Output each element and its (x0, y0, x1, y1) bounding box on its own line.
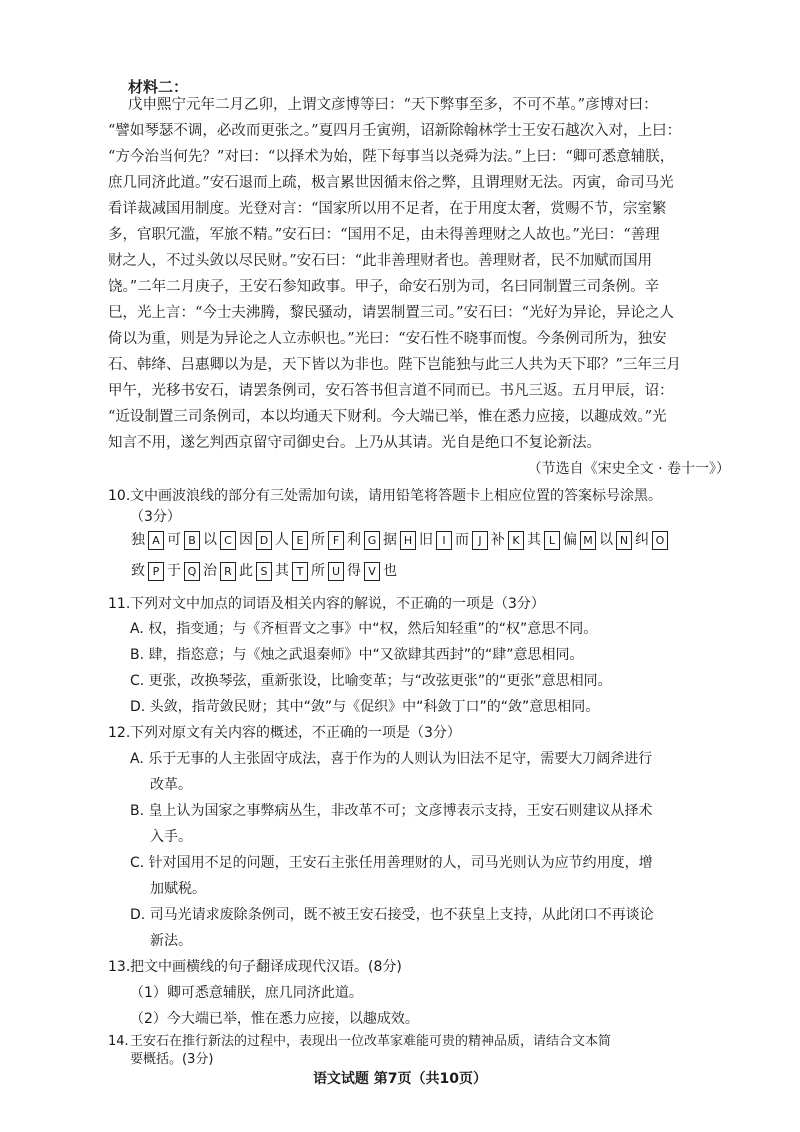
passage-char: 旧 (419, 532, 433, 548)
answer-box[interactable]: G (364, 531, 380, 550)
answer-box[interactable]: R (220, 562, 236, 581)
passage-line: 甲午，光移书安石，请罢条例司，安石答书但言道不同而已。书凡三返。五月甲辰，诏： (108, 383, 674, 399)
question-stem: 把文中画横线的句子翻译成现代汉语。(8分) (130, 959, 402, 975)
passage-char: 以 (599, 532, 613, 548)
passage-char: 其 (275, 563, 289, 579)
answer-box[interactable]: M (580, 531, 596, 550)
passage-line: “近设制置三司条例司，本以均通天下财利。今大端已举，惟在悉力应接，以趣成效。”光 (108, 409, 667, 425)
passage-line: 多，官职冗滥，军旅不精。”安石曰：“国用不足，由未得善理财之人故也。”光曰：“善理 (108, 227, 660, 243)
passage-char: 人 (275, 532, 289, 548)
passage-char: 而 (455, 532, 469, 548)
question-stem: 文中画波浪线的部分有三处需加句读，请用铅笔将答题卡上相应位置的答案标号涂黑。 (130, 488, 662, 504)
answer-box[interactable]: C (220, 531, 236, 550)
answer-box[interactable]: P (148, 562, 164, 581)
passage-line: 知言不用，遂乞判西京留守司御史台。上乃从其请。光自是绝口不复论新法。 (108, 435, 601, 451)
translation-item-1: （1）卿可悉意辅朕，庶几同济此道。 (130, 985, 363, 1001)
passage-char: 其 (527, 532, 541, 548)
passage-char: 治 (203, 563, 217, 579)
passage-char: 补 (491, 532, 505, 548)
answer-box[interactable]: U (328, 562, 344, 581)
page-footer: 语文试题 第7页（共10页） (312, 1071, 488, 1087)
passage-char: 偏 (563, 532, 577, 548)
answer-box[interactable]: A (148, 531, 164, 550)
passage-char: 此 (239, 563, 253, 579)
answer-box[interactable]: L (544, 531, 560, 550)
translation-item-2: （2）今大端已举，惟在悉力应接，以趣成效。 (130, 1011, 419, 1027)
passage-char: 致 (131, 563, 145, 579)
punctuation-mark-row-1 (130, 529, 730, 551)
passage-source: （节选自《宋史全文 · 卷十一》） (527, 461, 730, 477)
answer-box[interactable]: D (256, 531, 272, 550)
question-stem: 下列对原文有关内容的概述，不正确的一项是（3分） (130, 725, 461, 741)
material-heading: 材料二： (128, 78, 189, 96)
passage-char: 据 (383, 532, 397, 548)
passage-line: “譬如琴瑟不调，必改而更张之。”夏四月壬寅朔，诏新除翰林学士王安石越次入对，上曰： (108, 123, 682, 139)
passage-line: 庶几同济此道。”安石退而上疏，极言累世因循末俗之弊，且谓理财无法。丙寅，命司马光 (108, 175, 674, 191)
answer-box[interactable]: V (364, 562, 380, 581)
passage-char: 所 (311, 563, 325, 579)
passage-char: 可 (167, 532, 181, 548)
passage-char: 于 (167, 563, 181, 579)
passage-line: “方今治当何先？”对曰：“以择术为始，陛下每事当以尧舜为法。”上曰：“卿可悉意辅朕， (108, 149, 675, 165)
passage-char: 所 (311, 532, 325, 548)
question-10-score: （3分） (130, 509, 181, 525)
answer-box[interactable]: Q (184, 562, 200, 581)
answer-box[interactable]: J (472, 531, 488, 550)
answer-box[interactable]: E (292, 531, 308, 550)
passage-char: 纠 (635, 532, 649, 548)
passage-line: 戊申熙宁元年二月乙卯，上谓文彦博等曰：“天下弊事至多，不可不革。”彦博对曰： (128, 97, 658, 113)
question-number: 12. (108, 725, 131, 741)
question-number: 11. (108, 596, 131, 612)
passage-line: 饶。”二年二月庚子，王安石参知政事。甲子，命安石别为司，名曰同制置三司条例。辛 (108, 279, 660, 295)
question-stem: 王安石在推行新法的过程中，表现出一位改革家难能可贵的精神品质，请结合文本简 (130, 1034, 612, 1049)
passage-char: 独 (131, 532, 145, 548)
punctuation-mark-row-2 (130, 560, 730, 582)
question-number: 13. (108, 959, 131, 975)
question-number: 14. (108, 1034, 129, 1049)
passage-line: 巳，光上言：“今士夫沸腾，黎民骚动，请罢制置三司。”安石曰：“光好为异论，异论之人 (108, 305, 674, 321)
passage-char: 得 (347, 563, 361, 579)
passage-char: 也 (383, 563, 397, 579)
passage-char: 利 (347, 532, 361, 548)
passage-char: 因 (239, 532, 253, 548)
answer-box[interactable]: I (436, 531, 452, 550)
passage-char: 以 (203, 532, 217, 548)
answer-box[interactable]: N (616, 531, 632, 550)
question-14-cont: 要概括。(3分) (130, 1052, 214, 1067)
question-number: 10. (108, 488, 131, 504)
question-stem: 下列对文中加点的词语及相关内容的解说，不正确的一项是（3分） (130, 596, 545, 612)
exam-page: 材料二： 戊申熙宁元年二月乙卯，上谓文彦博等曰：“天下弊事至多，不可不革。”彦博对曰： “譬如琴瑟不调，必改而更张之。”夏四月壬寅朔，诏新除翰林学士王安石越次入对，上曰： “方今治当何先？”对曰：“以择术为始，陛下每事当以尧舜为法。”上曰：“卿可悉意辅朕， 庶几同济此道。”安石退而上疏，极言累世因循末俗之弊，且谓理财无法。丙寅，命司马光 看详裁减国用制度。光登对言：“国家所以用不足者，在于用度太奢，赏赐不节，宗室繁 多，官职冗滥，军旅不精。”安石曰：“国用不足，由未得善理财之人故也。”光曰：“善理 财之人，不过头敛以尽民财。”安石曰：“此非善理财者也。善理财者，民不加赋而国用 饶。”二年二月庚子，王安石参知政事。甲子，命安石别为司，名曰同制置三司条例。辛 巳，光上言：“今士夫沸腾，黎民骚动，请罢制置三司。”安石曰：“光好为异论，异论之人 倚以为重，则是为异论之人立赤帜也。”光曰：“安石性不晓事而愎。今条例司所为，独安 石、韩绛、吕惠卿以为是，天下皆以为非也。陛下岂能独与此三人共为天下耶？”三年三月 甲午，光移书安石，请罢条例司，安石答书但言道不同而已。书凡三返。五月甲辰，诏： “近设制置三司条例司，本以均通天下财利。今大端已举，惟在悉力应接，以趣成效。”光 知言不用，遂乞判西京留守司御史台。上乃从其请。光自是绝口不复论新法。 （节选自《宋史全文 · 卷十一》） 10. 文中画波浪线的部分有三处需加句读，请用铅笔将答题卡上相应位置的答案标号涂黑。 （3分） 独 A 可 B 以 C 因 D 人 E 所 F 利 G 据 H 旧 I 而 J 补 K 其 L 偏 M 以 N 纠 O 致 P 于 Q 治 R 此 S 其 T 所 U 得 V 也 11. 下列对文中加点的词语及相关内容的解说，不正确的一项是（3分） A. 权，指变通；与《齐桓晋文之事》中“权，然后知轻重”的“权”意思不同。 B. 肆，指恣意；与《烛之武退秦师》中“又欲肆其西封”的“肆”意思相同。 C. 更张，改换琴弦，重新张设，比喻变革；与“改弦更张”的“更张”意思相同。 D. 头敛，指苛敛民财；其中“敛”与《促织》中“科敛丁口”的“敛”意思相同。 12. 下列对原文有关内容的概述，不正确的一项是（3分） A. 乐于无事的人主张固守成法，喜于作为的人则认为旧法不足守，需要大刀阔斧进行 改革。 B. 皇上认为国家之事弊病丛生，非改革不可；文彦博表示支持，王安石则建议从择术 入手。 C. 针对国用不足的问题，王安石主张任用善理财的人，司马光则认为应节约用度，增 加赋税。 D. 司马光请求废除条例司，既不被王安石接受，也不获皇上支持，从此闭口不再谈论 新法。 13. 把文中画横线的句子翻译成现代汉语。(8分) （1）卿可悉意辅朕，庶几同济此道。 （2）今大端已举，惟在悉力应接，以趣成效。 14. 王安石在推行新法的过程中，表现出一位改革家难能可贵的精神品质，请结合文本简 语文试题 第7页（共10页） 要概括。(3分) (0, 0, 800, 1132)
passage-line: 倚以为重，则是为异论之人立赤帜也。”光曰：“安石性不晓事而愎。今条例司所为，独安 (108, 331, 667, 347)
passage-line: 石、韩绛、吕惠卿以为是，天下皆以为非也。陛下岂能独与此三人共为天下耶？”三年三月 (108, 357, 681, 373)
answer-box[interactable]: S (256, 562, 272, 581)
answer-box[interactable]: H (400, 531, 416, 550)
answer-box[interactable]: B (184, 531, 200, 550)
answer-box[interactable]: K (508, 531, 524, 550)
passage-line: 看详裁减国用制度。光登对言：“国家所以用不足者，在于用度太奢，赏赐不节，宗室繁 (108, 201, 667, 217)
answer-box[interactable]: F (328, 531, 344, 550)
answer-box[interactable]: O (652, 531, 668, 550)
answer-box[interactable]: T (292, 562, 308, 581)
passage-line: 财之人，不过头敛以尽民财。”安石曰：“此非善理财者也。善理财者，民不加赋而国用 (108, 253, 653, 269)
